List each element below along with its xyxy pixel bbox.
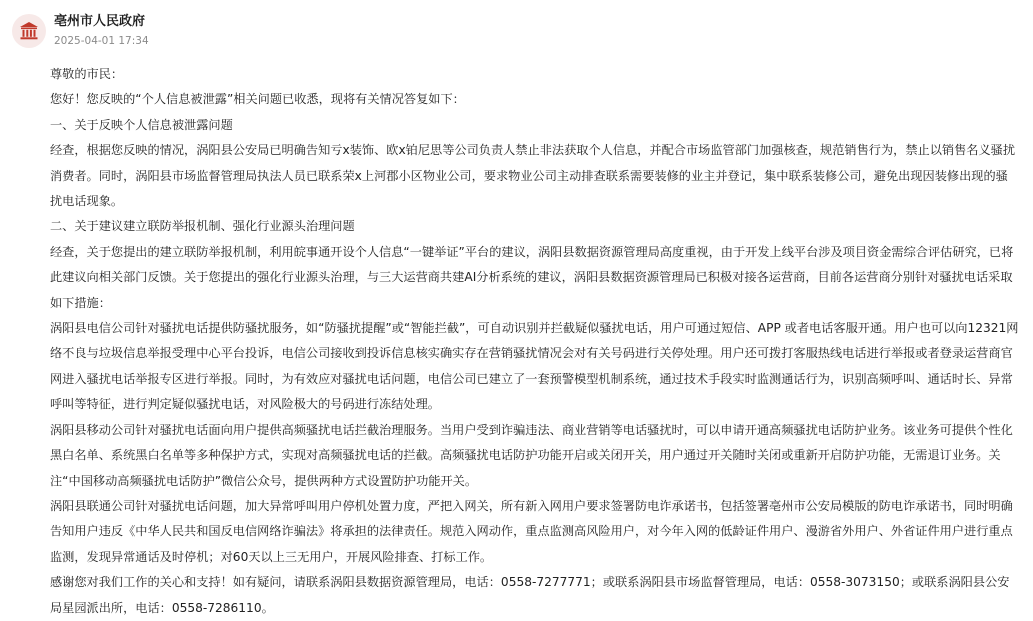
section-heading-1: 一、关于反映个人信息被泄露问题	[50, 117, 233, 132]
section-heading-2: 二、关于建议建立联防举报机制、强化行业源头治理问题	[50, 219, 355, 234]
author-name[interactable]: 亳州市人民政府	[54, 14, 146, 29]
closing-paragraph: 感谢您对我们工作的关心和支持！如有疑问，请联系涡阳县数据资源管理局，电话：0558-7277771；或联系涡阳县市场监督管理局，电话：0558-3073150；或联系涡阳县公安局星园派出所，电话：0558-7286110。	[50, 575, 1010, 615]
section-2-paragraph: 经查，关于您提出的建立联防举报机制，利用皖事通开设个人信息“一键举证”平台的建议，涡阳县数据资源管理局高度重视，由于开发上线平台涉及项目资金需综合评估研究，已将此建议向相关部门反馈。关于您提出的强化行业源头治理，与三大运营商共建AI分析系统的建议，涡阳县数据资源管理局已积极对接各运营商，目前各运营商分别针对骚扰电话采取如下措施：	[50, 244, 1014, 310]
mobile-paragraph: 涡阳县移动公司针对骚扰电话面向用户提供高频骚扰电话拦截治理服务。当用户受到诈骗违法、商业营销等电话骚扰时，可以申请开通高频骚扰电话防护业务。该业务可提供个性化黑白名单、系统黑白名单等多种保护方式，实现对高频骚扰电话的拦截。高频骚扰电话防护功能开启或关闭开关，用户通过开关随时关闭或重新开启防护功能，无需退订业务。关注“中国移动高频骚扰电话防护”微信公众号，提供两种方式设置防护功能开关。	[50, 422, 1013, 488]
unicom-paragraph: 涡阳县联通公司针对骚扰电话问题，加大异常呼叫用户停机处置力度，严把入网关，所有新入网用户要求签署防电诈承诺书，包括签署亳州市公安局模版的防电诈承诺书，同时明确告知用户违反《中华人民共和国反电信网络诈骗法》将承担的法律责任。规范入网动作，重点监测高风险用户，对今年入网的低龄证件用户、漫游省外用户、外省证件用户进行重点监测，发现异常通话及时停机；对60天以上三无用户，开展风险排查、打标工作。	[50, 498, 1013, 564]
post-meta	[54, 13, 149, 49]
reply-body	[50, 62, 1020, 621]
greeting-paragraph: 您好！您反映的“个人信息被泄露”相关问题已收悉，现将有关情况答复如下：	[50, 92, 465, 107]
telecom-paragraph: 涡阳县电信公司针对骚扰电话提供防骚扰服务，如“防骚扰提醒”或“智能拦截”，可自动识别并拦截疑似骚扰电话，用户可通过短信、APP 或者电话客服开通。用户也可以向12321网络不良与垃圾信息举报受理中心平台投诉，电信公司接收到投诉信息核实确实存在营销骚扰情况会对有关号码进行关停处理。用户还可拨打客服热线电话进行举报或者登录运营商官网进入骚扰电话举报专区进行举报。同时，为有效应对骚扰电话问题，电信公司已建立了一套预警模型机制系统，通过技术手段实时监测通话行为，识别高频呼叫、通话时长、异常呼叫等特征，进行判定疑似骚扰电话，对风险极大的号码进行冻结处理。	[50, 321, 1019, 412]
government-building-icon	[19, 21, 39, 41]
post-timestamp: 2025-04-01 17:34	[54, 35, 149, 47]
post-header	[12, 9, 149, 53]
avatar[interactable]	[12, 14, 46, 48]
salutation: 尊敬的市民：	[50, 67, 124, 81]
section-1-paragraph: 经查，根据您反映的情况，涡阳县公安局已明确告知亏x装饰、欧x铂尼思等公司负责人禁止非法获取个人信息，并配合市场监管部门加强核查，规范销售行为，禁止以销售名义骚扰消费者。同时，涡阳县市场监督管理局执法人员已联系荣x上河郡小区物业公司，要求物业公司主动排查联系需要装修的业主并登记，集中联系装修公司，避免出现因装修出现的骚扰电话现象。	[50, 143, 1016, 209]
